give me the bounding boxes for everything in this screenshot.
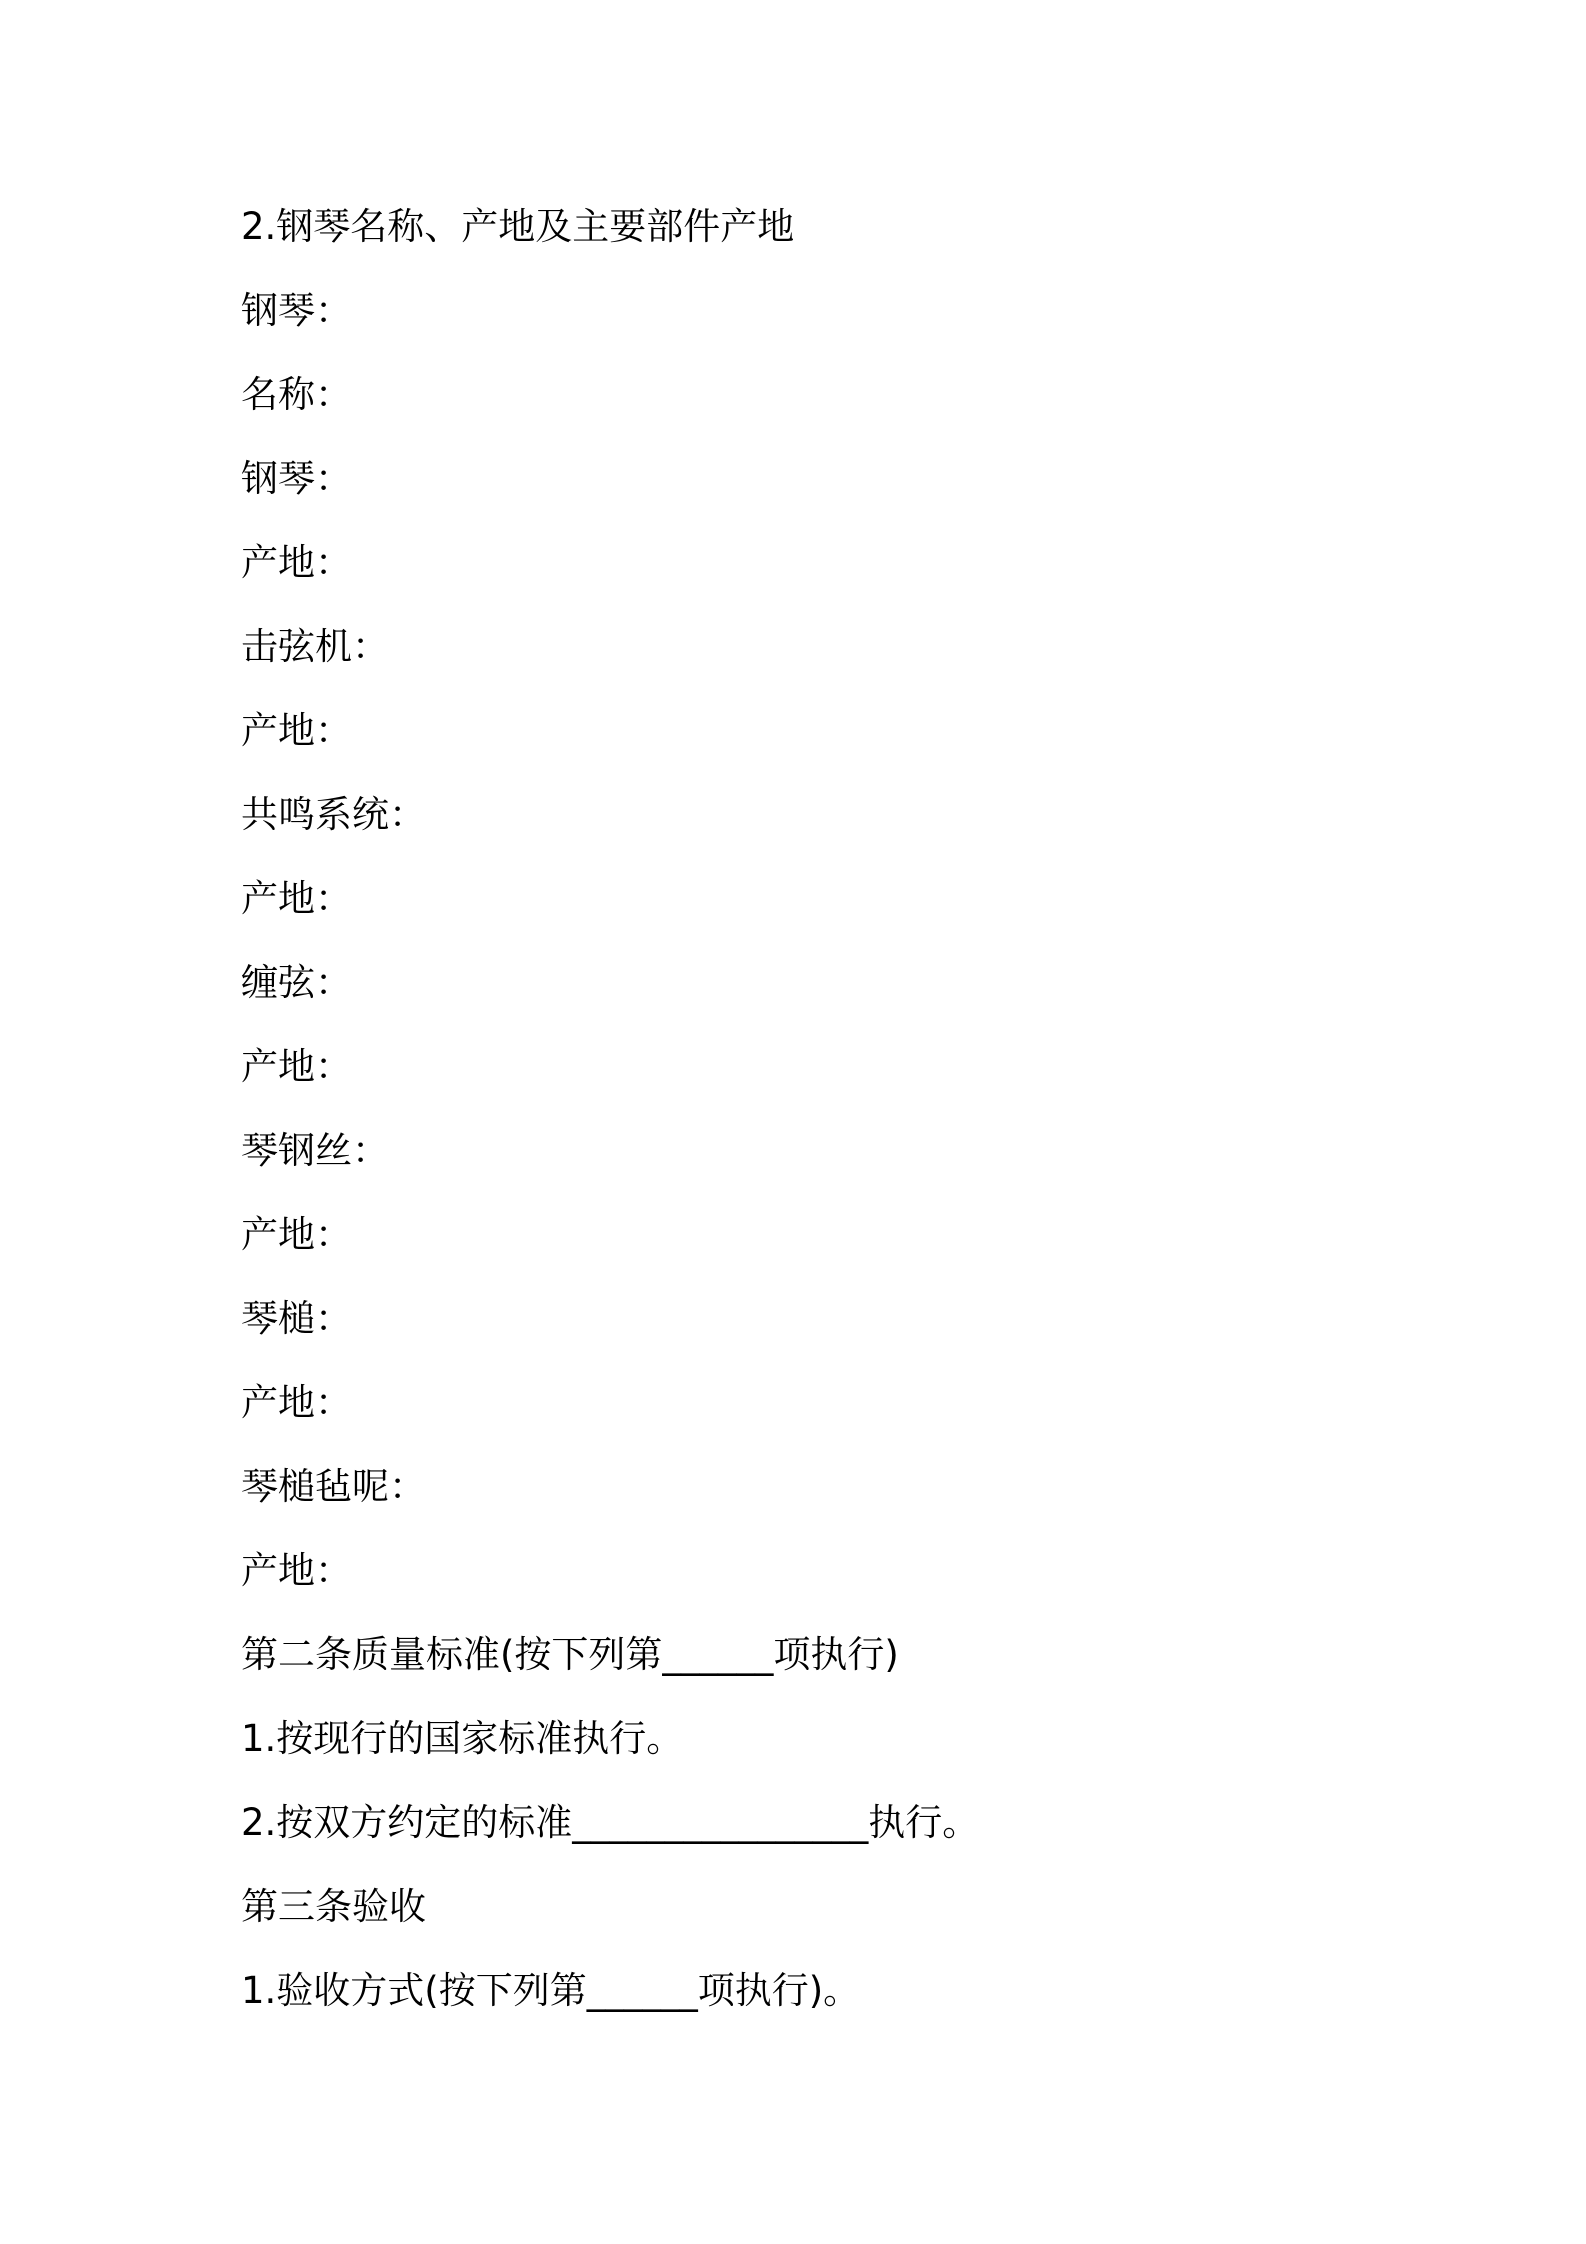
field-label-piano: 钢琴： [241, 457, 352, 500]
field-label-origin: 产地： [241, 1381, 352, 1424]
field-label-piano: 钢琴： [241, 289, 352, 332]
article-heading-acceptance: 第三条验收 [241, 1885, 426, 1928]
clause-agreed-standard: 2.按双方约定的标准________________执行。 [241, 1801, 980, 1844]
field-label-wound-strings: 缠弦： [241, 961, 352, 1004]
article-heading-quality-standard: 第二条质量标准(按下列第______项执行) [241, 1633, 899, 1676]
clause-national-standard: 1.按现行的国家标准执行。 [241, 1717, 684, 1760]
section-heading-piano-origin: 2.钢琴名称、产地及主要部件产地 [241, 205, 795, 248]
field-label-origin: 产地： [241, 541, 352, 584]
field-label-hammer-felt: 琴槌毡呢： [241, 1465, 426, 1508]
clause-acceptance-method: 1.验收方式(按下列第______项执行)。 [241, 1969, 861, 2012]
field-label-piano-wire: 琴钢丝： [241, 1129, 389, 1172]
field-label-origin: 产地： [241, 1045, 352, 1088]
field-label-origin: 产地： [241, 709, 352, 752]
field-label-name: 名称： [241, 373, 352, 416]
field-label-hammers: 琴槌： [241, 1297, 352, 1340]
field-label-origin: 产地： [241, 1549, 352, 1592]
field-label-origin: 产地： [241, 1213, 352, 1256]
field-label-resonance-system: 共鸣系统： [241, 793, 426, 836]
field-label-origin: 产地： [241, 877, 352, 920]
document-body [241, 196, 1441, 2044]
field-label-action: 击弦机： [241, 625, 389, 668]
